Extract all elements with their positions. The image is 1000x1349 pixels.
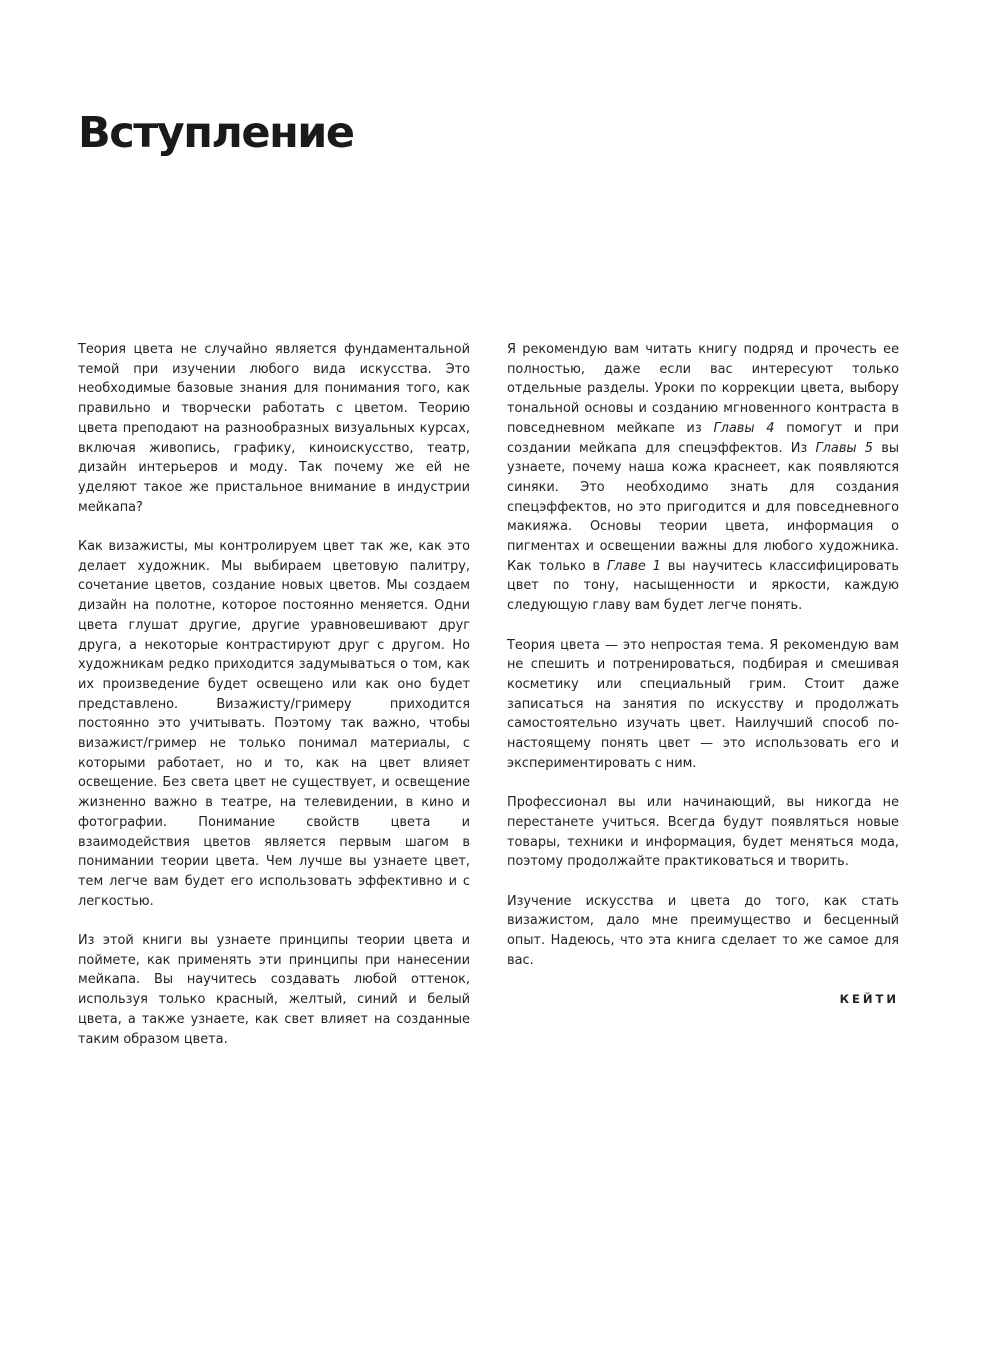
chapter-reference-4: Главы 4 [713,420,775,436]
paragraph-makeup-artists: Как визажисты, мы контролируем цвет так же, как это делает художник. Мы выбираем цветовую палитру, сочетание цветов, создание новых цветов. Мы создаем дизайн на полотне, которое постоянно меняется. Одни цвета глушат другие, другие уравновешивают друг друга, а некоторые контрастируют друг с другом. Но художникам редко приходится задумываться о том, как их произведение будет освещено или как оно будет представлено. Визажисту/гримеру приходится постоянно это учитывать. Поэтому так важно, чтобы визажист/гример не только понимал материалы, с которыми работает, но и то, как на цвет влияет освещение. Без света цвет не существует, и освещение жизненно важно в театре, на телевидении, в кино и фотографии. Понимание свойств цвета и взаимодействия цветов является первым шагом в понимании теории цвета. Чем лучше вы узнаете цвет, тем легче вам будет его использовать эффективно и с легкостью. [78,539,470,909]
right-text-column [507,340,899,1030]
text-run: вы узнаете, почему наша кожа краснеет, как появляются синяки. Это необходимо знать для создания спецэффектов, но это пригодится и для повседневного макияжа. Основы теории цвета, информация о пигментах и освещении важны для любого художника. Как только в [507,440,900,574]
paragraph-reading-recommendation [507,340,899,616]
left-text-column [78,340,470,1069]
text-run: помогут и при создании мейкапа для спецэффектов. Из [507,420,899,456]
text-run: вы научитесь классифицировать цвет по тону, насыщенности и яркости, каждую следующую главу вам будет легче понять. [507,558,899,614]
author-signature: КЕЙТИ [839,992,899,1007]
paragraph-color-theory-intro: Теория цвета не случайно является фундаментальной темой при изучении любого вида искусства. Это необходимые базовые знания для понимания того, как правильно и творчески работать с цветом. Теорию цвета преподают на разнообразных визуальных курсах, включая живопись, графику, киноискусство, театр, дизайн интерьеров и моду. Так почему же ей не уделяют такое же пристальное внимание в индустрии мейкапа? [78,342,470,515]
chapter-reference-1: Главе 1 [606,558,661,574]
text-run: Я рекомендую вам читать книгу подряд и прочесть ее полностью, даже если вас интересуют только отдельные разделы. Уроки по коррекции цвета, выбору тональной основы и созданию мгновенного контраста в повседневном мейкапе из [507,342,899,436]
paragraph-practice: Теория цвета — это непростая тема. Я рекомендую вам не спешить и потренироваться, подбирая и смешивая косметику или специальный грим. Стоит даже записаться на занятия по искусству и продолжать самостоятельно изучать цвет. Наилучший способ по-настоящему понять цвет — это использовать его и экспериментировать с ним. [507,637,899,771]
chapter-reference-5: Главы 5 [815,440,874,456]
paragraph-keep-learning: Профессионал вы или начинающий, вы никогда не перестанете учиться. Всегда будут появляться новые товары, техники и информация, будет меняться мода, поэтому продолжайте практиковаться и творить. [507,795,899,870]
page-title: Вступление [78,108,354,158]
paragraph-author-experience: Изучение искусства и цвета до того, как стать визажистом, дало мне преимущество и бесценный опыт. Надеюсь, что эта книга сделает то же самое для вас. [507,893,899,968]
paragraph-book-goals: Из этой книги вы узнаете принципы теории цвета и поймете, как применять эти принципы при нанесении мейкапа. Вы научитесь создавать любой оттенок, используя только красный, желтый, синий и белый цвета, а также узнаете, как свет влияет на созданные таким образом цвета. [78,933,470,1047]
